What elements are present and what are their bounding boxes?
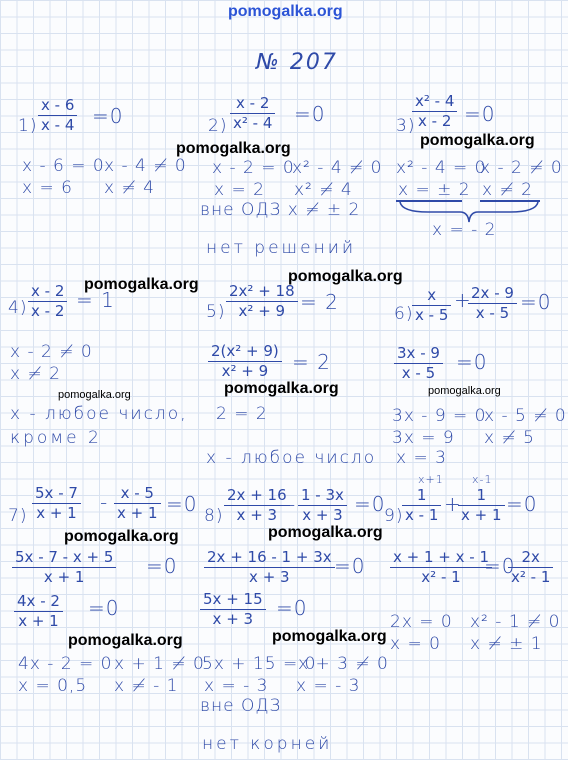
p4-fraction: [28, 284, 67, 319]
watermark: pomogalka.org: [176, 140, 291, 157]
p2-answer: нет решений: [206, 238, 357, 258]
p6-fraction-2: [468, 286, 517, 321]
p5-numerator-2: 2(x² + 9): [208, 344, 282, 362]
p9-numerator-2: 1: [458, 488, 505, 506]
p8-line1a: 5x + 15 = 0: [202, 654, 317, 674]
p8-denominator-1: x + 3: [236, 506, 278, 524]
watermark: pomogalka.org: [268, 524, 383, 541]
p7-denominator-1: x + 1: [36, 504, 77, 522]
p5-numerator: 2x² + 18: [226, 284, 298, 302]
p6-numerator-2: 2x - 9: [468, 286, 517, 304]
p4-denominator: x - 2: [31, 302, 65, 320]
p7-numerator-4: 4x - 2: [14, 594, 63, 612]
p6-numerator-3: 3x - 9: [394, 346, 443, 364]
p1-line2b: x ≠ 4: [104, 178, 155, 198]
watermark: pomogalka.org: [84, 276, 199, 293]
p1-fraction: [38, 98, 77, 133]
p9-numerator-4: 2x: [508, 550, 553, 568]
p3-answer: x = - 2: [432, 220, 497, 240]
p5-fraction-2: [208, 344, 282, 379]
p7-denominator-2: x + 1: [117, 504, 158, 522]
p9-fraction-1: [402, 488, 441, 523]
p8-numerator-1: 2x + 16: [224, 488, 290, 506]
p4-line4: кроме 2: [10, 428, 102, 448]
p8-denominator-3: x + 3: [249, 568, 290, 586]
p9-line1a: 2x = 0: [390, 612, 453, 632]
p4-line3b: 2 = 2: [216, 404, 268, 424]
p8-fraction-1: [224, 488, 290, 523]
p6-line1b: x - 5 ≠ 0: [484, 406, 567, 426]
p4-line1: x - 2 ≠ 0: [10, 342, 93, 362]
p2-line3: вне ОДЗ x ≠ ± 2: [200, 200, 361, 220]
p9-line2a: x = 0: [390, 634, 441, 654]
p6-fraction-1: [412, 288, 451, 323]
p2-line1a: x - 2 = 0: [212, 158, 295, 178]
p1-denominator: x - 4: [41, 116, 75, 134]
p7-denominator-4: x + 1: [18, 612, 59, 630]
p2-numerator: x - 2: [230, 96, 275, 114]
p9-denominator-2: x + 1: [461, 506, 502, 524]
p7-line1b: x + 1 ≠ 0: [114, 654, 205, 674]
watermark: pomogalka.org: [420, 132, 535, 149]
p7-fraction-3: [12, 550, 116, 585]
p2-fraction: [230, 96, 275, 131]
p8-fraction-2: [298, 488, 347, 523]
p7-numerator-3: 5x - 7 - x + 5: [12, 550, 116, 568]
p6-numerator-1: x: [412, 288, 451, 306]
p8-fraction-4: [200, 592, 266, 627]
p7-line2a: x = 0,5: [18, 676, 88, 696]
p4-numerator: x - 2: [28, 284, 67, 302]
watermark: pomogalka.org: [58, 389, 131, 401]
p2-equals: =0: [294, 102, 326, 126]
p8-denominator-4: x + 3: [212, 610, 254, 628]
p3-numerator: x² - 4: [412, 94, 457, 112]
p6-answer: x = 3: [396, 448, 447, 468]
p9-line2b: x ≠ ± 1: [470, 634, 543, 654]
p8-denominator-2: x + 3: [302, 506, 343, 524]
p4-line2: x ≠ 2: [10, 364, 61, 384]
p1-number: 1): [18, 116, 38, 136]
p7-numerator-1: 5x - 7: [32, 486, 81, 504]
p8-line1b: x + 3 ≠ 0: [298, 654, 389, 674]
p8-answer: нет корней: [202, 734, 333, 754]
p9-denominator-3: x² - 1: [421, 568, 461, 586]
p6-line2a: 3x = 9: [392, 428, 455, 448]
p8-equals: =0: [354, 492, 386, 516]
p6-denominator-1: x - 5: [415, 306, 449, 324]
p7-equals: =0: [166, 492, 198, 516]
p9-denominator-1: x - 1: [405, 506, 439, 524]
p9-factor-1: x+1: [418, 473, 444, 486]
p1-line2a: x = 6: [22, 178, 73, 198]
p8-fraction-3: [204, 550, 335, 585]
p8-line3: вне ОДЗ: [200, 696, 282, 716]
p6-line2b: x ≠ 5: [484, 428, 535, 448]
p8-equals-3: =0: [334, 554, 366, 578]
p9-plus: +: [444, 492, 462, 516]
p3-denominator: x - 2: [418, 112, 452, 130]
p9-fraction-2: [458, 488, 505, 523]
p8-numerator-4: 5x + 15: [200, 592, 266, 610]
p9-fraction-3: [390, 550, 492, 585]
p9-numerator-1: 1: [402, 488, 441, 506]
p3-equals: =0: [464, 102, 496, 126]
p9-line1b: x² - 1 ≠ 0: [470, 612, 561, 632]
p8-numerator-2: 1 - 3x: [298, 488, 347, 506]
p5-answer: x - любое число: [206, 448, 377, 468]
p6-denominator-3: x - 5: [401, 364, 436, 382]
p5-denominator: x² + 9: [238, 302, 286, 320]
p8-line2b: x = - 3: [296, 676, 361, 696]
p5-equals-2: = 2: [292, 350, 331, 374]
watermark: pomogalka.org: [288, 268, 403, 285]
p2-line1b: x² - 4 ≠ 0: [292, 158, 383, 178]
p9-denominator-4: x² - 1: [511, 568, 551, 586]
p4-line3: x - любое число,: [10, 404, 188, 424]
p9-equals-3: =0: [484, 554, 516, 578]
watermark: pomogalka.org: [428, 385, 501, 397]
p3-line2a: x = ± 2: [398, 180, 471, 200]
p8-line2a: x = - 3: [204, 676, 269, 696]
p6-equals: =0: [520, 290, 552, 314]
p7-number: 7): [8, 506, 28, 526]
p7-denominator-3: x + 1: [43, 568, 85, 586]
p6-fraction-3: [394, 346, 443, 381]
p9-number: 9): [384, 506, 404, 526]
p7-numerator-2: x - 5: [114, 486, 161, 504]
watermark: pomogalka.org: [68, 632, 183, 649]
p3-line1a: x² - 4 = 0: [396, 158, 487, 178]
p9-factor-2: x-1: [472, 473, 493, 486]
watermark-top: pomogalka.org: [228, 3, 343, 20]
p2-line2a: x = 2: [214, 180, 265, 200]
p1-equals: =0: [92, 104, 124, 128]
p6-equals-3: =0: [456, 350, 488, 374]
p7-equals-4: =0: [88, 596, 120, 620]
p8-minus: -: [288, 492, 297, 516]
p7-fraction-2: [114, 486, 161, 521]
p3-line2b: x ≠ 2: [482, 180, 533, 200]
p8-numerator-3: 2x + 16 - 1 + 3x: [204, 550, 335, 568]
p5-denominator-2: x² + 9: [221, 362, 269, 380]
p7-equals-3: =0: [146, 554, 178, 578]
watermark: pomogalka.org: [272, 628, 387, 645]
watermark: pomogalka.org: [64, 528, 179, 545]
p9-equals: =0: [506, 492, 538, 516]
watermark: pomogalka.org: [224, 380, 339, 397]
exercise-number: № 207: [256, 50, 338, 75]
p9-fraction-4: [508, 550, 553, 585]
p4-number: 4): [8, 298, 28, 318]
p1-line1a: x - 6 = 0: [22, 156, 105, 176]
p7-line1a: 4x - 2 = 0: [18, 654, 113, 674]
p3-fraction: [412, 94, 457, 129]
p1-line1b: x - 4 ≠ 0: [104, 156, 187, 176]
p6-plus: +: [454, 288, 472, 312]
p1-numerator: x - 6: [38, 98, 77, 116]
p7-line2b: x ≠ - 1: [114, 676, 179, 696]
p6-number: 6): [394, 304, 414, 324]
p7-minus: -: [100, 490, 109, 514]
p7-fraction-4: [14, 594, 63, 629]
p7-fraction-1: [32, 486, 81, 521]
p2-denominator: x² - 4: [233, 114, 273, 132]
p4-equals: = 1: [76, 288, 115, 312]
p5-fraction: [226, 284, 298, 319]
p5-equals: = 2: [300, 290, 339, 314]
p8-number: 8): [204, 506, 224, 526]
p6-denominator-2: x - 5: [475, 304, 510, 322]
p6-line1a: 3x - 9 = 0: [392, 406, 487, 426]
p2-number: 2): [208, 116, 228, 136]
p8-equals-4: =0: [276, 596, 308, 620]
p9-numerator-3: x + 1 + x - 1: [390, 550, 492, 568]
p5-number: 5): [206, 302, 226, 322]
p3-number: 3): [396, 116, 416, 136]
p2-line2b: x² ≠ 4: [294, 180, 353, 200]
p3-line1b: x - 2 ≠ 0: [480, 158, 563, 178]
